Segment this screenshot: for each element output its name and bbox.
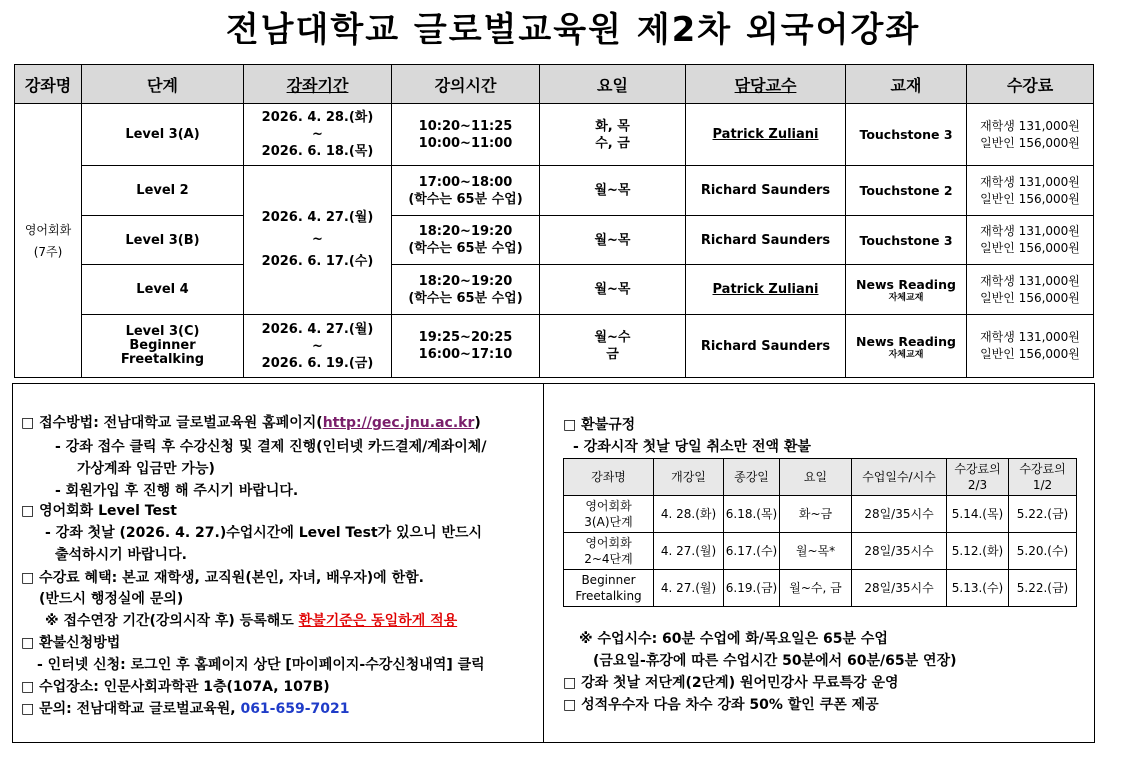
period-cell: 2026. 4. 28.(화) ~ 2026. 6. 18.(목) [244, 104, 392, 166]
time-cell: 10:20~11:25 10:00~11:00 [392, 104, 540, 166]
professor-cell: Patrick Zuliani [686, 104, 846, 166]
time-cell: 18:20~19:20 (학수는 65분 수업) [392, 265, 540, 315]
notice-contact: □ 문의: 전남대학교 글로벌교육원, 061-659-7021 [21, 701, 350, 717]
day-cell: 월~수 금 [540, 315, 686, 378]
level-cell: Level 2 [82, 166, 244, 216]
notice-line: - 회원가입 후 진행 해 주시기 바랍니다. [55, 483, 299, 499]
refund-rule-line: - 강좌시작 첫날 당일 취소만 전액 환불 [573, 439, 811, 455]
fee-cell: 재학생 131,000원 일반인 156,000원 [967, 104, 1094, 166]
notice-line: 가상계좌 입금만 가능) [77, 461, 215, 477]
table-row [15, 315, 1094, 378]
day-cell: 월~목 [540, 216, 686, 265]
table-row [15, 166, 1094, 216]
subject-cell: 영어회화 (7주) [15, 104, 82, 378]
notice-box [12, 383, 1095, 743]
notice-location: □ 수업장소: 인문사회과학관 1층(107A, 107B) [21, 679, 330, 695]
period-cell: 2026. 4. 27.(월) ~ 2026. 6. 19.(금) [244, 315, 392, 378]
refund-row: 영어회화 3(A)단계 4. 28.(화) 6.18.(목) 화~금 28일/35시수 5.14.(목) 5.22.(금) [564, 496, 1077, 533]
professor-cell: Patrick Zuliani [686, 265, 846, 315]
header-day: 요일 [540, 65, 686, 104]
fee-cell: 재학생 131,000원 일반인 156,000원 [967, 315, 1094, 378]
time-cell: 17:00~18:00 (학수는 65분 수업) [392, 166, 540, 216]
notice-apply: □ 접수방법: 전남대학교 글로벌교육원 홈페이지(http://gec.jnu.ac.kr) [21, 415, 481, 431]
notice-fee-benefit: □ 수강료 혜택: 본교 재학생, 교직원(본인, 자녀, 배우자)에 한함. [21, 570, 424, 586]
course-table-header [15, 65, 1094, 104]
time-cell: 18:20~19:20 (학수는 65분 수업) [392, 216, 540, 265]
refund-table-header: 강좌명 개강일 종강일 요일 수업일수/시수 수강료의 2/3 수강료의 1/2 [564, 459, 1077, 496]
textbook-cell: News Reading 자체교재 [846, 265, 967, 315]
header-subject: 강좌명 [15, 65, 82, 104]
textbook-cell: Touchstone 3 [846, 104, 967, 166]
notice-line: (반드시 행정실에 문의) [39, 591, 184, 607]
header-fee: 수강료 [967, 65, 1094, 104]
fee-cell: 재학생 131,000원 일반인 156,000원 [967, 216, 1094, 265]
table-row [15, 104, 1094, 166]
class-hours-note-detail: (금요일-휴강에 따른 수업시간 50분에서 60분/65분 연장) [593, 653, 957, 669]
fee-cell: 재학생 131,000원 일반인 156,000원 [967, 166, 1094, 216]
period-cell: 2026. 4. 27.(월) ~ 2026. 6. 17.(수) [244, 166, 392, 315]
notice-line: 출석하시기 바랍니다. [55, 547, 187, 563]
column-divider [543, 384, 544, 742]
header-textbook: 교재 [846, 65, 967, 104]
header-level: 단계 [82, 65, 244, 104]
notice-line: - 강좌 첫날 (2026. 4. 27.)수업시간에 Level Test가 있으니 반드시 [45, 525, 483, 541]
day-cell: 월~목 [540, 166, 686, 216]
homepage-link[interactable]: http://gec.jnu.ac.kr [322, 415, 475, 431]
free-lecture-note: □ 강좌 첫날 저단계(2단계) 원어민강사 무료특강 운영 [563, 675, 899, 691]
level-cell: Level 3(B) [82, 216, 244, 265]
time-cell: 19:25~20:25 16:00~17:10 [392, 315, 540, 378]
fee-cell: 재학생 131,000원 일반인 156,000원 [967, 265, 1094, 315]
coupon-note: □ 성적우수자 다음 차수 강좌 50% 할인 쿠폰 제공 [563, 697, 879, 713]
refund-row: Beginner Freetalking 4. 27.(월) 6.19.(금) 월~수, 금 28일/35시수 5.13.(수) 5.22.(금) [564, 570, 1077, 607]
course-table [14, 64, 1094, 378]
refund-table [563, 458, 1077, 607]
textbook-cell: Touchstone 2 [846, 166, 967, 216]
refund-row: 영어회화 2~4단계 4. 27.(월) 6.17.(수) 월~목* 28일/35시수 5.12.(화) 5.20.(수) [564, 533, 1077, 570]
page-title: 전남대학교 글로벌교육원 제2차 외국어강좌 [225, 10, 921, 50]
professor-cell: Richard Saunders [686, 216, 846, 265]
notice-extension: ※ 접수연장 기간(강의시작 후) 등록해도 환불기준은 동일하게 적용 [45, 613, 458, 629]
notice-refund-method: □ 환불신청방법 [21, 635, 121, 651]
level-cell: Level 3(C) Beginner Freetalking [82, 315, 244, 378]
professor-cell: Richard Saunders [686, 166, 846, 216]
header-time: 강의시간 [392, 65, 540, 104]
level-cell: Level 3(A) [82, 104, 244, 166]
level-cell: Level 4 [82, 265, 244, 315]
class-hours-note: ※ 수업시수: 60분 수업에 화/목요일은 65분 수업 [579, 631, 888, 647]
day-cell: 화, 목 수, 금 [540, 104, 686, 166]
day-cell: 월~목 [540, 265, 686, 315]
table-row [15, 265, 1094, 315]
header-period: 강좌기간 [244, 65, 392, 104]
refund-rules-title: □ 환불규정 [563, 417, 636, 433]
notice-line: - 강좌 접수 클릭 후 수강신청 및 결제 진행(인터넷 카드결제/계좌이체/ [55, 439, 487, 455]
textbook-cell: News Reading 자체교재 [846, 315, 967, 378]
notice-line: - 인터넷 신청: 로그인 후 홈페이지 상단 [마이페이지-수강신청내역] 클릭 [37, 657, 485, 673]
phone-number: 061-659-7021 [240, 701, 350, 717]
table-row [15, 216, 1094, 265]
notice-level-test: □ 영어회화 Level Test [21, 503, 177, 519]
textbook-cell: Touchstone 3 [846, 216, 967, 265]
header-professor: 담당교수 [686, 65, 846, 104]
professor-cell: Richard Saunders [686, 315, 846, 378]
